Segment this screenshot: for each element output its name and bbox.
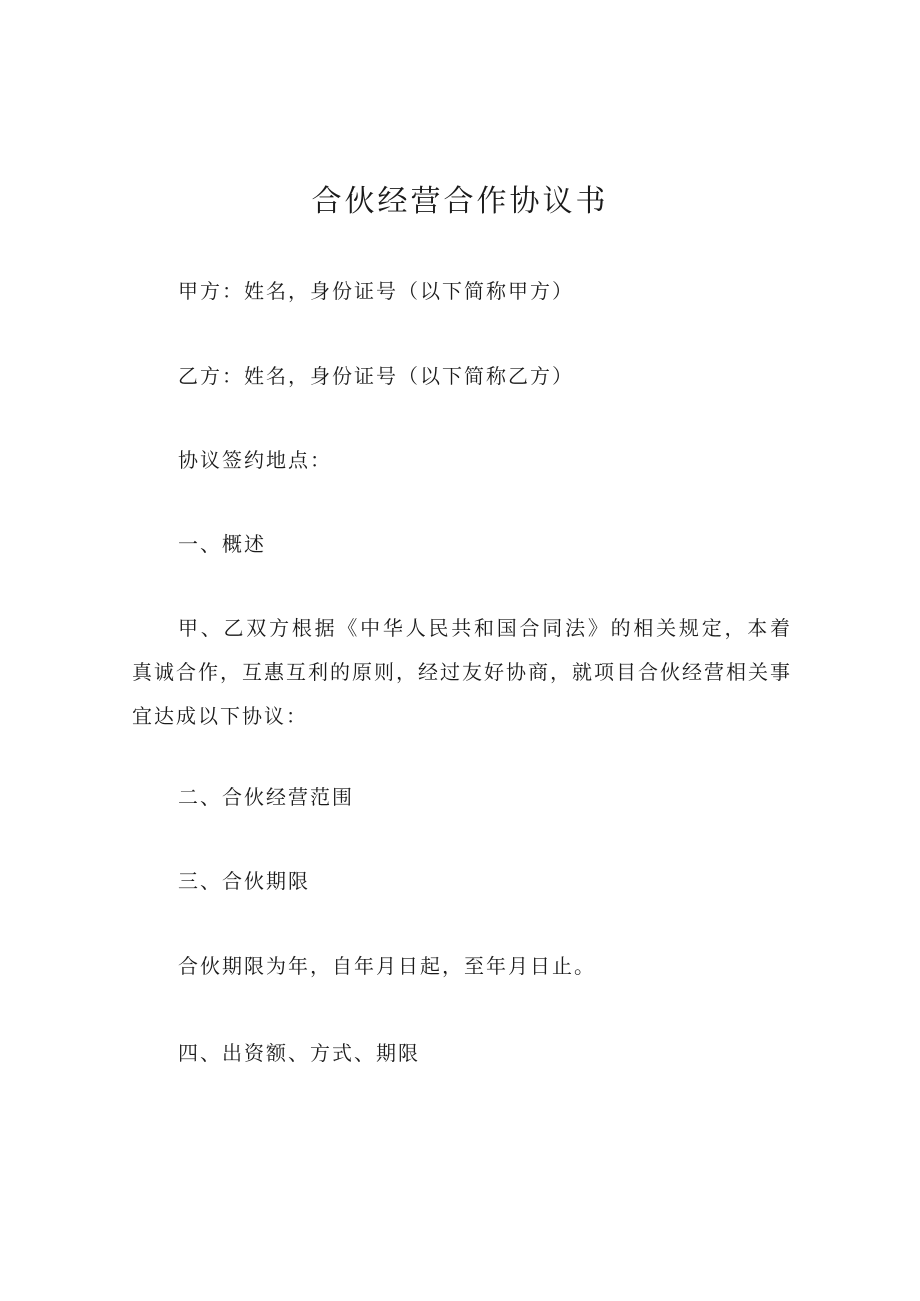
document-title: 合伙经营合作协议书 (311, 184, 609, 219)
section-1-heading: 一、概述 (178, 532, 266, 556)
party-a-line: 甲方：姓名，身份证号（以下简称甲方） (178, 279, 574, 303)
section-3-body: 合伙期限为年，自年月日起，至年月日止。 (178, 954, 596, 978)
party-b-line: 乙方：姓名，身份证号（以下简称乙方） (178, 364, 574, 388)
section-1-body: 甲、乙双方根据《中华人民共和国合同法》的相关规定，本着真诚合作，互惠互利的原则，经过友好协商，就项目合伙经营相关事宜达成以下协议： (132, 616, 792, 728)
signing-place-line: 协议签约地点： (178, 448, 332, 472)
section-3-heading: 三、合伙期限 (178, 869, 310, 893)
section-4-heading: 四、出资额、方式、期限 (178, 1041, 420, 1065)
section-2-heading: 二、合伙经营范围 (178, 785, 354, 809)
